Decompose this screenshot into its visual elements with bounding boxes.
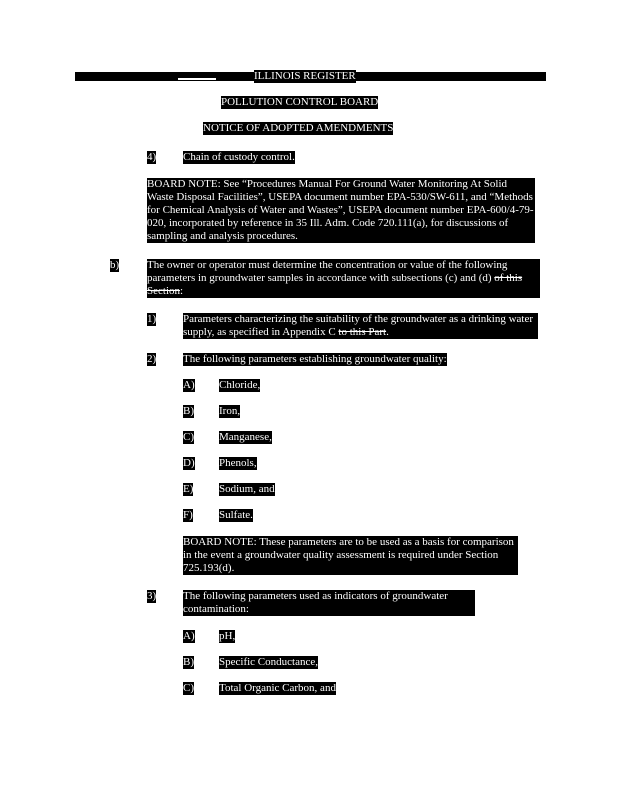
b2-item-letter: A): [183, 379, 195, 391]
notice-title: NOTICE OF ADOPTED AMENDMENTS: [203, 122, 394, 134]
b1-text-main: Parameters characterizing the suitability of the groundwater as a drinking water supply, as specified in Appendix C: [183, 313, 534, 338]
sec-b-text-struck: of this Section: [147, 272, 523, 297]
b3-item-letter: A): [183, 630, 195, 642]
b3-item-label: pH,: [219, 630, 236, 642]
b1-text-struck: to this Part: [338, 326, 387, 338]
b2-item-label: Phenols,: [219, 457, 257, 469]
b2-item-letter: C): [183, 431, 194, 443]
b3-text: The following parameters used as indicators of groundwater contamination:: [183, 590, 475, 616]
b2-item-label: Iron,: [219, 405, 241, 417]
sec-b-text-main: The owner or operator must determine the concentration or value of the following parameters in groundwater samples in accordance with subsections (c) and (d): [147, 259, 508, 284]
b3-item-label: Specific Conductance,: [219, 656, 318, 668]
b2-text: The following parameters establishing groundwater quality:: [183, 353, 447, 365]
sec-b-text-end: :: [180, 285, 184, 297]
b2-item-label: Sodium, and: [219, 483, 275, 495]
b2-item-label: Sulfate.: [219, 509, 253, 521]
b1-text: [183, 313, 538, 339]
b2-number: 2): [147, 353, 157, 365]
b2-item-letter: E): [183, 483, 194, 495]
item4-number: 4): [147, 151, 157, 163]
b2-board-note: BOARD NOTE: These parameters are to be used as a basis for comparison in the event a groundwater quality assessment is required under Section 725.193(d).: [183, 536, 518, 575]
b1-text-end: .: [386, 326, 389, 338]
header-rule-gap: [178, 78, 216, 80]
b3-item-letter: C): [183, 682, 194, 694]
b2-item-letter: F): [183, 509, 193, 521]
sec-b-number: b): [110, 259, 120, 271]
b2-item-letter: D): [183, 457, 195, 469]
b2-item-label: Chloride,: [219, 379, 261, 391]
b1-number: 1): [147, 313, 157, 325]
b3-item-letter: B): [183, 656, 194, 668]
register-title: ILLINOIS REGISTER: [254, 70, 356, 82]
b2-item-label: Manganese,: [219, 431, 272, 443]
item4-title: Chain of custody control.: [183, 151, 295, 163]
board-title: POLLUTION CONTROL BOARD: [221, 96, 379, 108]
b3-item-label: Total Organic Carbon, and: [219, 682, 336, 694]
item4-board-note: BOARD NOTE: See “Procedures Manual For Ground Water Monitoring At Solid Waste Disposal Facilities”, USEPA document number EPA-530/SW-611, and “Methods for Chemical Analysis of Water and Wastes”, USEPA document number EPA-600/4-79-020, incorporated by reference in 35 Ill. Adm. Code 720.111(a), for discussions of sampling and analysis procedures.: [147, 178, 534, 242]
b3-number: 3): [147, 590, 157, 602]
sec-b-text: [147, 259, 540, 298]
b2-item-letter: B): [183, 405, 194, 417]
